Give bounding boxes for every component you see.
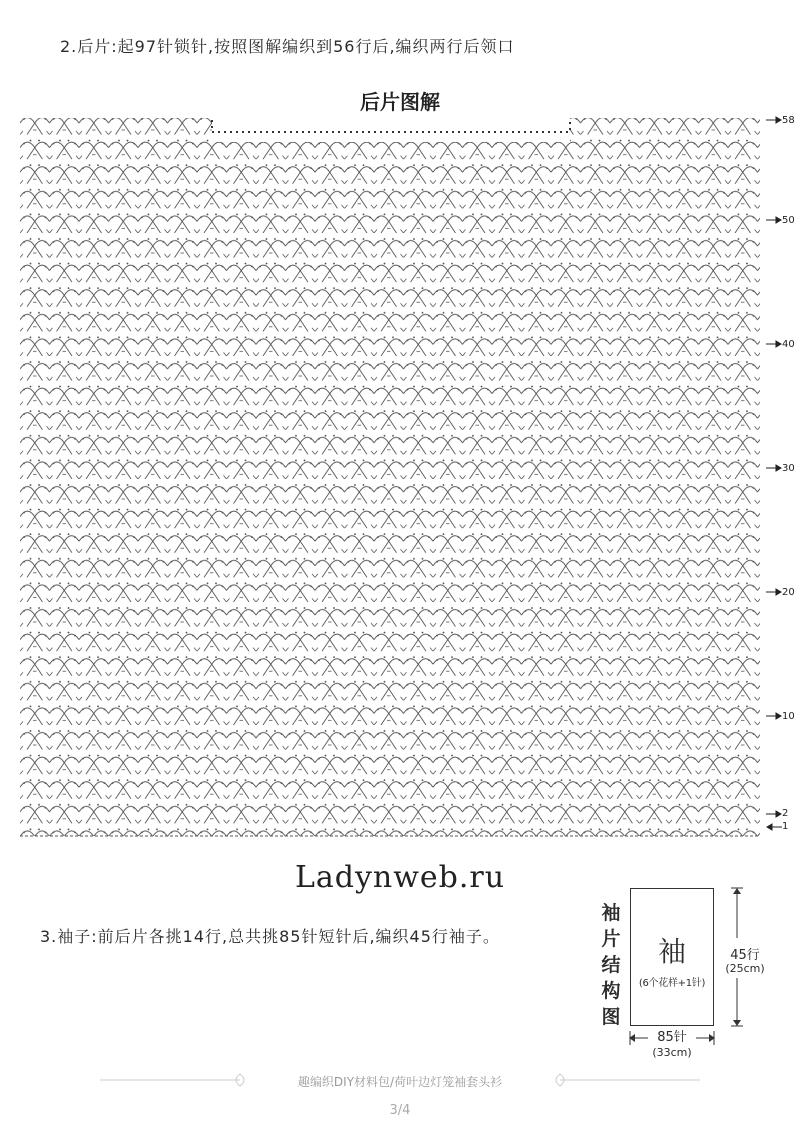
row-marker-1: 1	[782, 821, 789, 832]
stitches-dimension-cm: (33cm)	[652, 1046, 692, 1059]
stitches-dimension-label: 85针	[657, 1030, 687, 1045]
sleeve-title-char: 结	[601, 954, 621, 976]
sleeve-center-label: 袖	[657, 935, 686, 968]
neckline-dotted	[212, 120, 570, 132]
step-2-instruction: 2.后片:起97针锁针,按照图解编织到56行后,编织两行后领口	[60, 37, 515, 56]
sleeve-pattern-note: (6个花样+1针)	[638, 978, 706, 989]
sleeve-title-char: 图	[601, 1006, 621, 1028]
step-3-instruction: 3.袖子:前后片各挑14行,总共挑85针短针后,编织45行袖子。	[40, 927, 500, 946]
sleeve-title-char: 片	[601, 928, 621, 950]
chart-body	[20, 142, 760, 836]
crochet-chart	[0, 110, 800, 845]
page-number: 3/4	[389, 1103, 411, 1118]
sleeve-diagram-title	[598, 900, 624, 1030]
row-marker-10: 10	[782, 711, 795, 722]
row-marker-20: 20	[782, 587, 795, 598]
row-marker-2: 2	[782, 808, 789, 819]
row-marker-50: 50	[782, 215, 795, 226]
row-marker-30: 30	[782, 463, 795, 474]
chart-left-shoulder	[20, 118, 212, 142]
row-arrows	[766, 117, 782, 830]
chart-right-shoulder	[570, 118, 760, 142]
rows-dimension-cm: (25cm)	[725, 962, 765, 975]
row-marker-58: 58	[782, 115, 795, 126]
sleeve-title-char: 构	[601, 980, 621, 1002]
rows-dimension-label: 45行	[730, 948, 760, 963]
footer-caption: 趣编织DIY材料包/荷叶边灯笼袖套头衫	[297, 1075, 503, 1089]
chart-title: 后片图解	[360, 90, 440, 114]
row-marker-40: 40	[782, 339, 795, 350]
watermark: Ladynweb.ru	[294, 860, 506, 895]
sleeve-title-char: 袖	[601, 902, 621, 924]
